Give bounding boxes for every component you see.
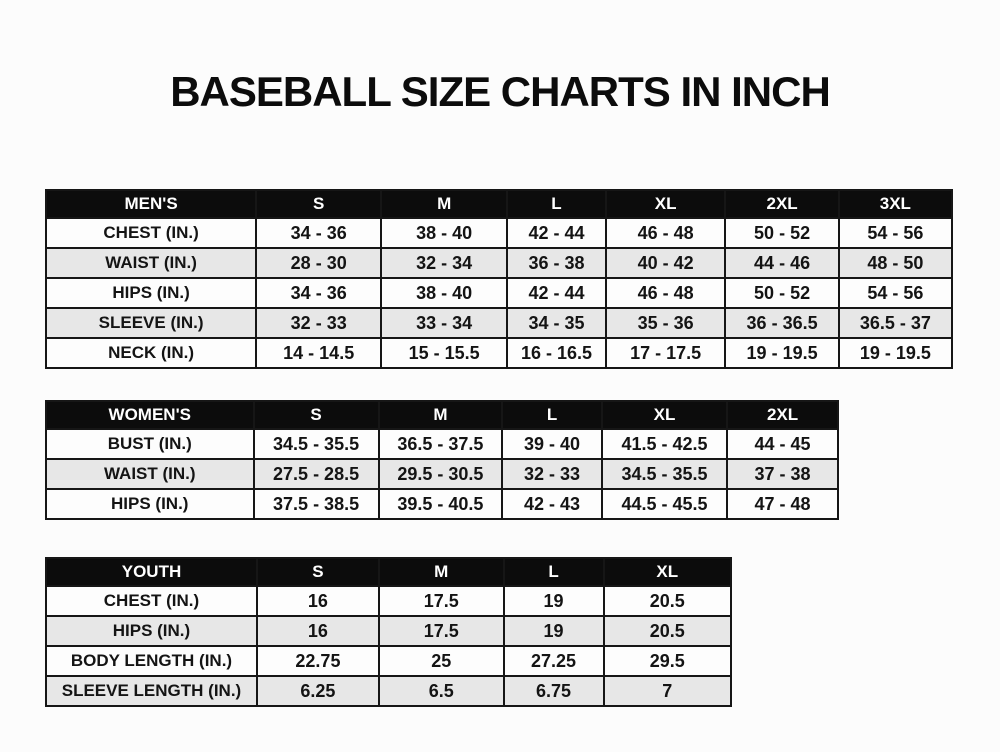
measurement-value-cell: 19 - 19.5	[725, 338, 838, 368]
measurement-value-cell: 34 - 36	[256, 218, 381, 248]
row-label-cell: BUST (IN.)	[46, 429, 254, 459]
size-header-cell: L	[502, 401, 602, 429]
measurement-value-cell: 46 - 48	[606, 218, 726, 248]
measurement-value-cell: 44.5 - 45.5	[602, 489, 727, 519]
row-label-cell: WAIST (IN.)	[46, 248, 256, 278]
row-label-cell: SLEEVE LENGTH (IN.)	[46, 676, 257, 706]
page-title: BASEBALL SIZE CHARTS IN INCH	[170, 68, 830, 115]
size-header-cell: S	[256, 190, 381, 218]
measurement-value-cell: 25	[379, 646, 504, 676]
measurement-value-cell: 42 - 43	[502, 489, 602, 519]
measurement-value-cell: 17.5	[379, 616, 504, 646]
measurement-value-cell: 16	[257, 616, 379, 646]
table-row	[46, 489, 838, 519]
measurement-value-cell: 34.5 - 35.5	[602, 459, 727, 489]
size-header-cell: 2XL	[727, 401, 838, 429]
group-header-cell: YOUTH	[46, 558, 257, 586]
measurement-value-cell: 36 - 36.5	[725, 308, 838, 338]
row-label-cell: WAIST (IN.)	[46, 459, 254, 489]
measurement-value-cell: 14 - 14.5	[256, 338, 381, 368]
measurement-value-cell: 39 - 40	[502, 429, 602, 459]
group-header-cell: WOMEN'S	[46, 401, 254, 429]
measurement-value-cell: 34 - 36	[256, 278, 381, 308]
measurement-value-cell: 29.5	[604, 646, 731, 676]
measurement-value-cell: 17 - 17.5	[606, 338, 726, 368]
size-header-cell: M	[379, 558, 504, 586]
measurement-value-cell: 28 - 30	[256, 248, 381, 278]
row-label-cell: CHEST (IN.)	[46, 586, 257, 616]
measurement-value-cell: 48 - 50	[839, 248, 952, 278]
measurement-value-cell: 50 - 52	[725, 218, 838, 248]
table-row	[46, 248, 952, 278]
measurement-value-cell: 29.5 - 30.5	[379, 459, 503, 489]
measurement-value-cell: 6.75	[504, 676, 604, 706]
measurement-value-cell: 44 - 45	[727, 429, 838, 459]
youth-size-table	[45, 557, 732, 707]
size-header-cell: M	[379, 401, 503, 429]
measurement-value-cell: 42 - 44	[507, 278, 606, 308]
header-row	[46, 558, 731, 586]
measurement-value-cell: 17.5	[379, 586, 504, 616]
table-row	[46, 338, 952, 368]
measurement-value-cell: 19	[504, 616, 604, 646]
table-row	[46, 429, 838, 459]
group-header-cell: MEN'S	[46, 190, 256, 218]
measurement-value-cell: 39.5 - 40.5	[379, 489, 503, 519]
measurement-value-cell: 38 - 40	[381, 278, 507, 308]
measurement-value-cell: 6.5	[379, 676, 504, 706]
measurement-value-cell: 54 - 56	[839, 278, 952, 308]
size-header-cell: M	[381, 190, 507, 218]
measurement-value-cell: 50 - 52	[725, 278, 838, 308]
measurement-value-cell: 27.25	[504, 646, 604, 676]
measurement-value-cell: 46 - 48	[606, 278, 726, 308]
row-label-cell: BODY LENGTH (IN.)	[46, 646, 257, 676]
size-header-cell: XL	[606, 190, 726, 218]
measurement-value-cell: 6.25	[257, 676, 379, 706]
row-label-cell: HIPS (IN.)	[46, 489, 254, 519]
size-header-cell: L	[507, 190, 606, 218]
measurement-value-cell: 20.5	[604, 616, 731, 646]
measurement-value-cell: 42 - 44	[507, 218, 606, 248]
measurement-value-cell: 33 - 34	[381, 308, 507, 338]
table-row	[46, 586, 731, 616]
measurement-value-cell: 36.5 - 37.5	[379, 429, 503, 459]
measurement-value-cell: 34.5 - 35.5	[254, 429, 379, 459]
womens-size-table	[45, 400, 839, 520]
table-row	[46, 308, 952, 338]
size-header-cell: 2XL	[725, 190, 838, 218]
measurement-value-cell: 41.5 - 42.5	[602, 429, 727, 459]
row-label-cell: CHEST (IN.)	[46, 218, 256, 248]
measurement-value-cell: 36 - 38	[507, 248, 606, 278]
measurement-value-cell: 47 - 48	[727, 489, 838, 519]
table-row	[46, 646, 731, 676]
measurement-value-cell: 7	[604, 676, 731, 706]
table-row	[46, 218, 952, 248]
table-row	[46, 676, 731, 706]
row-label-cell: NECK (IN.)	[46, 338, 256, 368]
size-header-cell: 3XL	[839, 190, 952, 218]
measurement-value-cell: 37 - 38	[727, 459, 838, 489]
measurement-value-cell: 15 - 15.5	[381, 338, 507, 368]
measurement-value-cell: 40 - 42	[606, 248, 726, 278]
measurement-value-cell: 32 - 34	[381, 248, 507, 278]
table-row	[46, 616, 731, 646]
size-header-cell: XL	[604, 558, 731, 586]
measurement-value-cell: 16 - 16.5	[507, 338, 606, 368]
size-header-cell: S	[254, 401, 379, 429]
measurement-value-cell: 19	[504, 586, 604, 616]
row-label-cell: HIPS (IN.)	[46, 278, 256, 308]
measurement-value-cell: 44 - 46	[725, 248, 838, 278]
row-label-cell: HIPS (IN.)	[46, 616, 257, 646]
table-row	[46, 459, 838, 489]
mens-size-table	[45, 189, 953, 369]
measurement-value-cell: 22.75	[257, 646, 379, 676]
header-row	[46, 190, 952, 218]
table-row	[46, 278, 952, 308]
size-header-cell: XL	[602, 401, 727, 429]
measurement-value-cell: 32 - 33	[502, 459, 602, 489]
measurement-value-cell: 27.5 - 28.5	[254, 459, 379, 489]
measurement-value-cell: 37.5 - 38.5	[254, 489, 379, 519]
measurement-value-cell: 32 - 33	[256, 308, 381, 338]
header-row	[46, 401, 838, 429]
measurement-value-cell: 20.5	[604, 586, 731, 616]
measurement-value-cell: 19 - 19.5	[839, 338, 952, 368]
measurement-value-cell: 34 - 35	[507, 308, 606, 338]
measurement-value-cell: 54 - 56	[839, 218, 952, 248]
measurement-value-cell: 35 - 36	[606, 308, 726, 338]
size-header-cell: S	[257, 558, 379, 586]
measurement-value-cell: 16	[257, 586, 379, 616]
measurement-value-cell: 36.5 - 37	[839, 308, 952, 338]
size-header-cell: L	[504, 558, 604, 586]
row-label-cell: SLEEVE (IN.)	[46, 308, 256, 338]
measurement-value-cell: 38 - 40	[381, 218, 507, 248]
